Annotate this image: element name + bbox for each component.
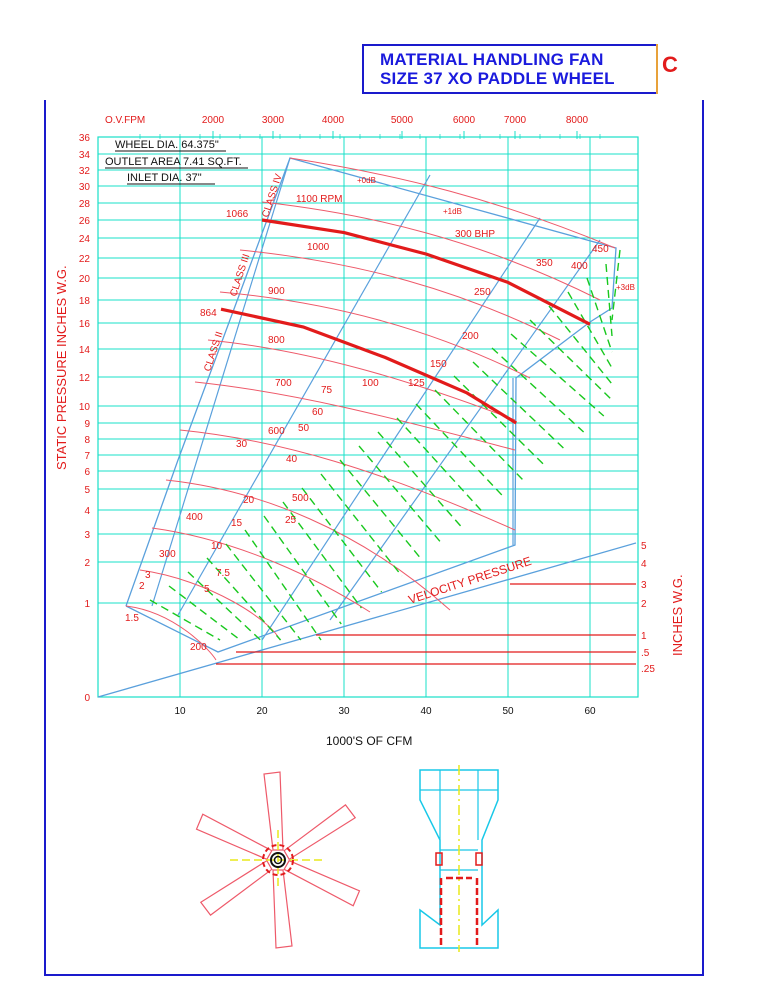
y-tick-label: 24 [78, 234, 90, 245]
y-tick-label: 8 [84, 435, 90, 446]
y-tick-label: 26 [78, 216, 90, 227]
y-tick-label: 0 [84, 693, 90, 704]
y-tick-label: 20 [78, 274, 90, 285]
spec-inlet-dia: INLET DIA. 37" [127, 172, 202, 184]
y-tick-label: 22 [78, 254, 90, 265]
x-tick-label: 40 [420, 706, 432, 717]
vp-tick-label: 4 [641, 559, 647, 570]
logo-mark: C [662, 52, 678, 77]
y-tick-label: 36 [78, 133, 90, 144]
bhp-75: 75 [321, 385, 333, 396]
rpm-200: 200 [190, 642, 207, 653]
fpm-tick-label: 2000 [201, 115, 225, 126]
blade-outline [273, 870, 292, 948]
blade-outline [199, 861, 276, 916]
rpm-1000: 1000 [307, 242, 330, 253]
chart-grid [98, 131, 638, 697]
bhp-40: 40 [286, 454, 298, 465]
y-tick-label: 7 [84, 451, 90, 462]
vp-tick-label: 5 [641, 541, 647, 552]
vp-tick-label: 1 [641, 631, 647, 642]
rpm-500: 500 [292, 493, 309, 504]
spec-wheel-dia: WHEEL DIA. 64.375" [115, 139, 219, 151]
bhp-60: 60 [312, 407, 324, 418]
bhp-2: 2 [139, 581, 145, 592]
y-tick-label: 6 [84, 467, 90, 478]
bhp-line [454, 376, 543, 464]
wheel-blade [199, 861, 276, 916]
bhp-line [435, 390, 523, 480]
bhp-400: 400 [571, 261, 588, 272]
y-tick-label: 18 [78, 296, 90, 307]
rpm-curve [152, 528, 370, 612]
bhp-5: 5 [204, 584, 210, 595]
side-view-bolt-right [476, 853, 482, 865]
bhp-50: 50 [298, 423, 310, 434]
wheel-blade [195, 812, 272, 867]
bhp-7-5: 7.5 [216, 568, 230, 579]
wheel-blade [284, 853, 361, 908]
fpm-tick-label: 7000 [503, 115, 527, 126]
bhp-300: 300 BHP [455, 229, 496, 240]
bhp-100: 100 [362, 378, 379, 389]
class-ii-label: CLASS II [202, 330, 226, 373]
y-tick-label: 10 [78, 402, 90, 413]
y2-axis-title: INCHES W.G. [670, 574, 685, 656]
top-axis-label: O.V.FPM [105, 115, 146, 126]
x-tick-label: 50 [502, 706, 514, 717]
vp-tick-label: 3 [641, 580, 647, 591]
wheel-blade [264, 772, 283, 850]
x-tick-label: 10 [174, 706, 186, 717]
bhp-3: 3 [145, 570, 151, 581]
bhp-line [416, 404, 503, 496]
rpm-700: 700 [275, 378, 292, 389]
bhp-line [587, 278, 612, 352]
y-tick-label: 1 [84, 599, 90, 610]
y-tick-label: 9 [84, 419, 90, 430]
class-iii-label: CLASS III [228, 252, 253, 298]
y-tick-label: 3 [84, 530, 90, 541]
bhp-250: 250 [474, 287, 491, 298]
x-axis-title: 1000'S OF CFM [326, 734, 413, 748]
bhp-350: 350 [536, 258, 553, 269]
y-tick-label: 5 [84, 485, 90, 496]
db-0: +0dB [357, 176, 376, 185]
rpm-1100: 1100 RPM [296, 194, 343, 205]
bhp-line [492, 348, 584, 432]
y-tick-label: 34 [78, 150, 90, 161]
velocity-pressure-label: VELOCITY PRESSURE [406, 553, 534, 607]
rpm-curve [140, 570, 280, 640]
bhp-line [302, 488, 382, 592]
class-iv-label: CLASS IV [260, 172, 285, 219]
bhp-line [245, 530, 321, 640]
fpm-tick-label: 8000 [565, 115, 589, 126]
y-tick-label: 2 [84, 558, 90, 569]
fpm-tick-label: 4000 [321, 115, 345, 126]
x-tick-label: 60 [584, 706, 596, 717]
fpm-tick-label: 6000 [452, 115, 476, 126]
bhp-line [530, 320, 612, 400]
rpm-curve [180, 430, 515, 530]
vp-tick-label: 2 [641, 599, 647, 610]
x-tick-label: 30 [338, 706, 350, 717]
title-line-1: MATERIAL HANDLING FAN [380, 50, 604, 69]
bhp-10: 10 [211, 541, 223, 552]
bhp-15: 15 [231, 518, 243, 529]
rpm-864: 864 [200, 308, 217, 319]
fpm-tick-label: 3000 [261, 115, 285, 126]
bhp-25: 25 [285, 515, 297, 526]
vp-tick-label: .25 [641, 664, 655, 675]
y-tick-label: 12 [78, 373, 90, 384]
wheel-blade [273, 870, 292, 948]
x-tick-label: 20 [256, 706, 268, 717]
bhp-450: 450 [592, 244, 609, 255]
rpm-600: 600 [268, 426, 285, 437]
db-1: +1dB [443, 207, 462, 216]
blade-outline [195, 812, 272, 867]
title-line-2: SIZE 37 XO PADDLE WHEEL [380, 69, 615, 88]
bhp-20: 20 [243, 495, 255, 506]
blade-outline [284, 853, 361, 908]
y-tick-label: 32 [78, 166, 90, 177]
y-tick-label: 14 [78, 345, 90, 356]
bhp-150: 150 [430, 359, 447, 370]
rpm-900: 900 [268, 286, 285, 297]
y-tick-label: 4 [84, 506, 90, 517]
side-view-bolt-left [436, 853, 442, 865]
chart-labels [79, 115, 655, 717]
rpm-curve [220, 292, 530, 378]
y-axis-title: STATIC PRESSURE INCHES W.G. [54, 265, 69, 470]
y-tick-label: 16 [78, 319, 90, 330]
bhp-line [150, 600, 220, 640]
y-tick-label: 30 [78, 182, 90, 193]
rpm-400: 400 [186, 512, 203, 523]
rpm-1066: 1066 [226, 209, 249, 220]
bhp-125: 125 [408, 378, 425, 389]
spec-outlet-area: OUTLET AREA 7.41 SQ.FT. [105, 156, 242, 168]
fpm-tick-label: 5000 [390, 115, 414, 126]
bhp-line [359, 446, 442, 544]
blade-outline [264, 772, 283, 850]
rpm-300: 300 [159, 549, 176, 560]
y-tick-label: 28 [78, 199, 90, 210]
velocity-pressure-line [98, 543, 636, 697]
db-3: +3dB [616, 283, 635, 292]
bhp-line [188, 572, 260, 640]
bhp-1-5: 1.5 [125, 613, 139, 624]
paddle-wheel-drawing [195, 772, 361, 948]
vp-tick-label: .5 [641, 648, 650, 659]
bhp-30: 30 [236, 439, 248, 450]
bhp-200: 200 [462, 331, 479, 342]
chart-curves [126, 158, 620, 660]
rpm-800: 800 [268, 335, 285, 346]
side-view-drawing [420, 765, 498, 952]
